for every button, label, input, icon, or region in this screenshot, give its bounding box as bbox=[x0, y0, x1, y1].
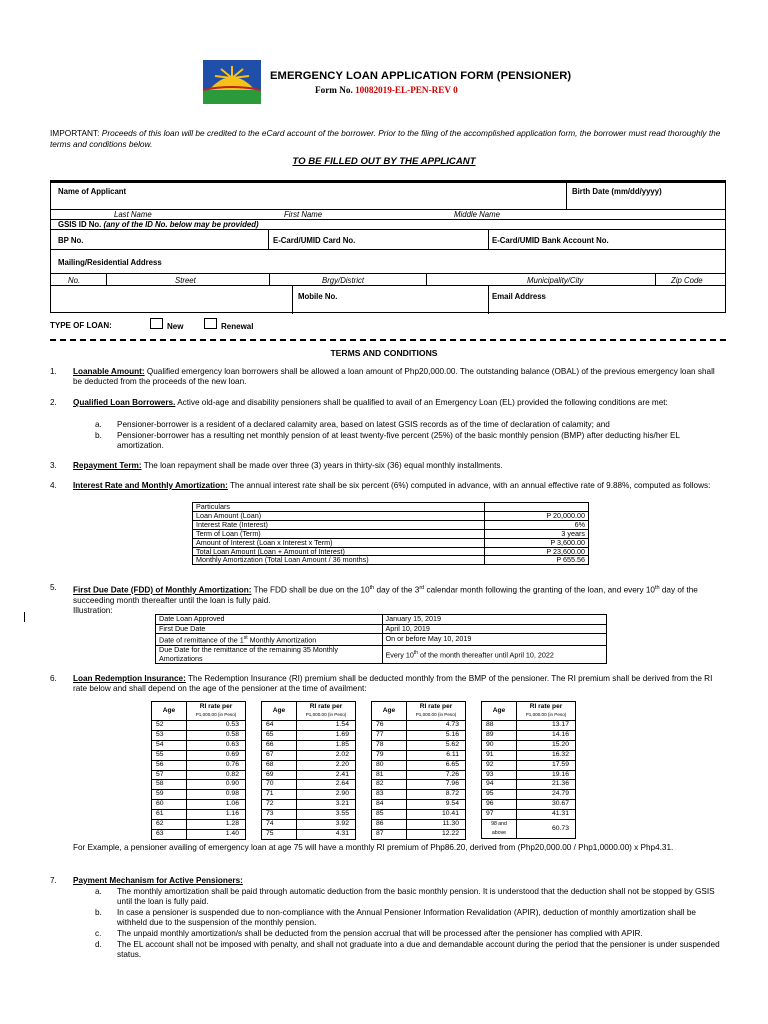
term-7c: The unpaid monthly amortization/s shall be deducted from the pension accrual that will be processed after the pensioner has complied with APIR. bbox=[117, 929, 643, 938]
table-row bbox=[152, 721, 246, 731]
ri-rate-cell: 2.20 bbox=[297, 760, 356, 770]
table-header-row bbox=[482, 702, 576, 721]
term-5: First Due Date (FDD) of Monthly Amortization: The FDD shall be due on the 10th day of the 3rd calendar month following the granting of the loan, and every 10th day of the succeeding month thereafter until the loan is fully paid. Illustration: bbox=[73, 585, 698, 616]
gsis-logo bbox=[203, 60, 261, 104]
table-row bbox=[262, 810, 356, 820]
table-row bbox=[156, 615, 607, 625]
table-row bbox=[262, 800, 356, 810]
first-name-label: First Name bbox=[284, 210, 323, 219]
ri-rate-cell: 0.53 bbox=[187, 721, 246, 731]
age-cell: 57 bbox=[152, 770, 187, 780]
table-row bbox=[372, 790, 466, 800]
table-header-row bbox=[262, 702, 356, 721]
age-cell: 58 bbox=[152, 780, 187, 790]
table-row bbox=[262, 740, 356, 750]
table-row bbox=[372, 760, 466, 770]
table-row bbox=[193, 511, 589, 520]
ri-rate-cell: 0.58 bbox=[187, 730, 246, 740]
email-address-label: Email Address bbox=[492, 292, 546, 301]
age-cell: 76 bbox=[372, 721, 407, 731]
term-2b-label: b. bbox=[95, 431, 102, 440]
ri-rate-header: RI rate per P1,000.00 (in Peso) bbox=[517, 702, 576, 721]
bp-no-label: BP No. bbox=[58, 236, 84, 245]
ri-rate-cell: 1.28 bbox=[187, 820, 246, 830]
applicant-form bbox=[50, 180, 726, 313]
age-cell: 75 bbox=[262, 829, 297, 839]
birth-date-label: Birth Date (mm/dd/yyyy) bbox=[572, 187, 662, 196]
table-row bbox=[152, 790, 246, 800]
term-7c-label: c. bbox=[95, 929, 102, 938]
ri-rate-cell: 6.11 bbox=[407, 750, 466, 760]
table-row bbox=[372, 770, 466, 780]
table-row bbox=[193, 538, 589, 547]
term-1: Loanable Amount: Qualified emergency loan borrowers shall be allowed a loan amount of Php20,000.00. The outstanding balance (OBAL) of the previous emergency loan shall be deducted from the proceeds of the new loan. bbox=[73, 367, 715, 387]
ri-rate-cell: 7.26 bbox=[407, 770, 466, 780]
table-row bbox=[372, 829, 466, 839]
age-cell: 54 bbox=[152, 740, 187, 750]
table-row bbox=[482, 721, 576, 731]
table-row bbox=[152, 770, 246, 780]
ri-rate-cell: 2.90 bbox=[297, 790, 356, 800]
table-row bbox=[372, 780, 466, 790]
table-header-row bbox=[372, 702, 466, 721]
age-cell: 98 and above bbox=[482, 820, 517, 839]
table-row bbox=[193, 529, 589, 538]
ri-rate-header: RI rate per P1,000.00 (in Peso) bbox=[187, 702, 246, 721]
ri-rate-header: RI rate per P1,000.00 (in Peso) bbox=[297, 702, 356, 721]
term-2b: Pensioner-borrower has a resulting net monthly pension of at least twenty-five percent (25%) of the basic monthly pension (BMP) after deducting his/her EL amortization. bbox=[117, 431, 680, 451]
table-row bbox=[482, 750, 576, 760]
ri-rate-cell: 3.21 bbox=[297, 800, 356, 810]
term-1-number: 1. bbox=[50, 367, 57, 376]
ri-rate-cell: 4.73 bbox=[407, 721, 466, 731]
amortization-table bbox=[192, 502, 589, 565]
table-row bbox=[482, 770, 576, 780]
type-of-loan-label: TYPE OF LOAN: bbox=[50, 321, 112, 330]
age-cell: 96 bbox=[482, 800, 517, 810]
ri-rate-header: RI rate per P1,000.00 (in Peso) bbox=[407, 702, 466, 721]
amort-label-cell: Term of Loan (Term) bbox=[193, 529, 485, 538]
ri-rate-cell: 0.90 bbox=[187, 780, 246, 790]
ri-rate-cell: 4.31 bbox=[297, 829, 356, 839]
ri-example: For Example, a pensioner availing of emergency loan at age 75 will have a monthly RI premium of Php86.20, derived from (Php20,000.00 / Php1,0000.00) x Php4.31. bbox=[73, 843, 674, 852]
renewal-loan-label: Renewal bbox=[221, 322, 254, 331]
table-row bbox=[482, 810, 576, 820]
table-row bbox=[156, 634, 607, 646]
amort-value-cell: P 23,600.00 bbox=[485, 547, 589, 556]
age-cell: 82 bbox=[372, 780, 407, 790]
ri-rate-cell: 1.54 bbox=[297, 721, 356, 731]
ri-rate-cell: 10.41 bbox=[407, 810, 466, 820]
age-cell: 74 bbox=[262, 820, 297, 830]
age-cell: 72 bbox=[262, 800, 297, 810]
age-cell: 87 bbox=[372, 829, 407, 839]
ri-rate-cell: 1.16 bbox=[187, 810, 246, 820]
amort-label-cell: Monthly Amortization (Total Loan Amount / 36 months) bbox=[193, 556, 485, 565]
term-7d-label: d. bbox=[95, 940, 102, 949]
table-row bbox=[372, 800, 466, 810]
ri-table bbox=[371, 701, 466, 840]
table-row bbox=[372, 730, 466, 740]
term-2a-label: a. bbox=[95, 420, 102, 429]
age-header: Age bbox=[372, 702, 407, 721]
ri-rate-cell: 2.41 bbox=[297, 770, 356, 780]
age-header: Age bbox=[262, 702, 297, 721]
illus-cell: January 15, 2019 bbox=[382, 615, 607, 625]
age-cell: 91 bbox=[482, 750, 517, 760]
illus-cell: April 10, 2019 bbox=[382, 624, 607, 634]
term-7-number: 7. bbox=[50, 876, 57, 885]
ri-rate-cell: 1.85 bbox=[297, 740, 356, 750]
amort-label-cell: Total Loan Amount (Loan + Amount of Interest) bbox=[193, 547, 485, 556]
table-row bbox=[152, 760, 246, 770]
address-zip-label: Zip Code bbox=[671, 276, 703, 285]
age-cell: 61 bbox=[152, 810, 187, 820]
table-row bbox=[482, 820, 576, 839]
ri-rate-cell: 1.06 bbox=[187, 800, 246, 810]
ri-rate-cell: 0.82 bbox=[187, 770, 246, 780]
ri-rate-cell: 0.69 bbox=[187, 750, 246, 760]
table-row bbox=[193, 520, 589, 529]
ri-rate-cell: 2.64 bbox=[297, 780, 356, 790]
ri-rate-cell: 30.67 bbox=[517, 800, 576, 810]
term-2-number: 2. bbox=[50, 398, 57, 407]
table-row bbox=[372, 750, 466, 760]
table-row bbox=[482, 800, 576, 810]
age-header: Age bbox=[482, 702, 517, 721]
text-cursor bbox=[24, 612, 25, 622]
ri-rate-cell: 7.96 bbox=[407, 780, 466, 790]
illus-cell: On or before May 10, 2019 bbox=[382, 634, 607, 646]
ri-rate-cell: 1.69 bbox=[297, 730, 356, 740]
table-row bbox=[156, 646, 607, 664]
age-cell: 79 bbox=[372, 750, 407, 760]
age-cell: 77 bbox=[372, 730, 407, 740]
table-row bbox=[152, 750, 246, 760]
type-of-loan bbox=[50, 321, 112, 330]
age-cell: 56 bbox=[152, 760, 187, 770]
illustration-table bbox=[155, 614, 607, 664]
form-number: Form No. 10082019-EL-PEN-REV 0 bbox=[315, 85, 458, 95]
amort-label-cell: Interest Rate (Interest) bbox=[193, 520, 485, 529]
term-7d: The EL account shall not be imposed with penalty, and shall not graduate into a due and demandable account during the period that the pensioner is under suspended status. bbox=[117, 940, 720, 960]
ri-rate-cell: 17.59 bbox=[517, 760, 576, 770]
illus-cell: Date Loan Approved bbox=[156, 615, 383, 625]
ri-rate-cell: 13.17 bbox=[517, 721, 576, 731]
ri-rate-cell: 5.62 bbox=[407, 740, 466, 750]
illus-cell: Every 10th of the month thereafter until April 10, 2022 bbox=[382, 646, 607, 664]
ri-table bbox=[481, 701, 576, 839]
ri-rate-cell: 3.55 bbox=[297, 810, 356, 820]
age-cell: 69 bbox=[262, 770, 297, 780]
age-cell: 85 bbox=[372, 810, 407, 820]
table-row bbox=[152, 800, 246, 810]
table-row bbox=[193, 556, 589, 565]
address-brgy-label: Brgy/District bbox=[322, 276, 365, 285]
age-cell: 95 bbox=[482, 790, 517, 800]
term-7a: The monthly amortization shall be paid through automatic deduction from the basic monthly pension. It is understood that the deduction shall not be stopped by GSIS until the loan is fully paid. bbox=[117, 887, 715, 907]
gsis-id-label: GSIS ID No. (any of the ID No. below may be provided) bbox=[58, 220, 259, 229]
term-7b: In case a pensioner is suspended due to non-compliance with the Annual Pensioner Information Revalidation (APIR), deduction of monthly amortization shall be withheld due to the suspension of the monthly pension. bbox=[117, 908, 696, 928]
amort-value-cell: P 20,000.00 bbox=[485, 511, 589, 520]
age-cell: 60 bbox=[152, 800, 187, 810]
ri-rate-cell: 0.63 bbox=[187, 740, 246, 750]
ri-rate-cell: 8.72 bbox=[407, 790, 466, 800]
table-row bbox=[482, 790, 576, 800]
amort-label-cell: Amount of Interest (Loan x Interest x Term) bbox=[193, 538, 485, 547]
ri-rate-cell: 12.22 bbox=[407, 829, 466, 839]
ri-rate-cell: 5.16 bbox=[407, 730, 466, 740]
amort-value-cell: P 655.56 bbox=[485, 556, 589, 565]
ri-rate-cell: 60.73 bbox=[517, 820, 576, 839]
mailing-address-label: Mailing/Residential Address bbox=[58, 258, 162, 267]
ri-rate-cell: 6.65 bbox=[407, 760, 466, 770]
table-row bbox=[152, 810, 246, 820]
term-5-number: 5. bbox=[50, 583, 57, 592]
terms-heading: TERMS AND CONDITIONS bbox=[330, 348, 438, 358]
table-row bbox=[262, 780, 356, 790]
table-row bbox=[156, 624, 607, 634]
term-7a-label: a. bbox=[95, 887, 102, 896]
table-row bbox=[152, 730, 246, 740]
table-row bbox=[372, 810, 466, 820]
age-cell: 80 bbox=[372, 760, 407, 770]
table-row bbox=[372, 721, 466, 731]
age-cell: 78 bbox=[372, 740, 407, 750]
ri-rate-cell: 3.92 bbox=[297, 820, 356, 830]
illus-cell: Due Date for the remittance of the remaining 35 Monthly Amortizations bbox=[156, 646, 383, 664]
new-loan-checkbox[interactable] bbox=[150, 318, 163, 329]
table-row bbox=[482, 760, 576, 770]
ri-rate-cell: 16.32 bbox=[517, 750, 576, 760]
table-row bbox=[152, 740, 246, 750]
age-cell: 92 bbox=[482, 760, 517, 770]
term-2: Qualified Loan Borrowers. Active old-age and disability pensioners shall be qualified to avail of an Emergency Loan (EL) provided the following conditions are met: bbox=[73, 398, 668, 407]
table-row bbox=[152, 820, 246, 830]
table-row bbox=[262, 770, 356, 780]
age-cell: 84 bbox=[372, 800, 407, 810]
amort-value-cell: 3 years bbox=[485, 529, 589, 538]
term-3: Repayment Term: The loan repayment shall be made over three (3) years in thirty-six (36) equal monthly installments. bbox=[73, 461, 503, 470]
name-of-applicant-label: Name of Applicant bbox=[58, 187, 127, 196]
age-cell: 89 bbox=[482, 730, 517, 740]
dashed-divider bbox=[50, 339, 726, 341]
table-row bbox=[152, 829, 246, 839]
ri-rate-cell: 9.54 bbox=[407, 800, 466, 810]
age-cell: 67 bbox=[262, 750, 297, 760]
ri-table bbox=[261, 701, 356, 840]
term-6: Loan Redemption Insurance: The Redemption Insurance (RI) premium shall be deducted monthly from the BMP of the pensioner. The RI premium shall be derived from the RI rate below and shall depend on the age of the pensioner at the time of availment: bbox=[73, 674, 713, 694]
ri-rate-cell: 0.76 bbox=[187, 760, 246, 770]
section-heading-applicant: TO BE FILLED OUT BY THE APPLICANT bbox=[292, 156, 476, 167]
illus-cell: First Due Date bbox=[156, 624, 383, 634]
last-name-label: Last Name bbox=[114, 210, 152, 219]
renewal-loan-checkbox[interactable] bbox=[204, 318, 217, 329]
middle-name-label: Middle Name bbox=[454, 210, 500, 219]
age-cell: 71 bbox=[262, 790, 297, 800]
table-row bbox=[482, 730, 576, 740]
table-row bbox=[372, 820, 466, 830]
term-3-number: 3. bbox=[50, 461, 57, 470]
age-cell: 94 bbox=[482, 780, 517, 790]
amort-label-cell: Loan Amount (Loan) bbox=[193, 511, 485, 520]
ri-rate-cell: 11.30 bbox=[407, 820, 466, 830]
age-cell: 88 bbox=[482, 721, 517, 731]
amort-value-cell: P 3,600.00 bbox=[485, 538, 589, 547]
age-cell: 62 bbox=[152, 820, 187, 830]
table-row bbox=[262, 829, 356, 839]
table-row bbox=[152, 780, 246, 790]
table-row bbox=[262, 760, 356, 770]
term-4: Interest Rate and Monthly Amortization: The annual interest rate shall be six percent (6%) computed in advance, with an annual effective rate of 9.88%, computed as follows: bbox=[73, 481, 711, 490]
term-4-number: 4. bbox=[50, 481, 57, 490]
ri-rate-cell: 15.20 bbox=[517, 740, 576, 750]
age-cell: 52 bbox=[152, 721, 187, 731]
address-municipality-label: Municipality/City bbox=[527, 276, 584, 285]
ri-table bbox=[151, 701, 246, 840]
name-of-applicant-field[interactable] bbox=[58, 195, 563, 208]
age-cell: 86 bbox=[372, 820, 407, 830]
amort-value-cell: 6% bbox=[485, 520, 589, 529]
age-cell: 66 bbox=[262, 740, 297, 750]
age-cell: 73 bbox=[262, 810, 297, 820]
table-row bbox=[482, 740, 576, 750]
ecard-umid-label: E-Card/UMID Card No. bbox=[273, 236, 356, 245]
table-row bbox=[262, 820, 356, 830]
ri-rate-cell: 24.79 bbox=[517, 790, 576, 800]
term-6-number: 6. bbox=[50, 674, 57, 683]
ri-rate-cell: 2.02 bbox=[297, 750, 356, 760]
age-cell: 93 bbox=[482, 770, 517, 780]
age-cell: 65 bbox=[262, 730, 297, 740]
term-7b-label: b. bbox=[95, 908, 102, 917]
ri-rate-cell: 0.98 bbox=[187, 790, 246, 800]
age-cell: 68 bbox=[262, 760, 297, 770]
important-note: IMPORTANT: Proceeds of this loan will be credited to the eCard account of the borrower. Prior to the filing of the accomplished application form, the borrower must read thoroughly the terms and conditions below. bbox=[50, 128, 721, 149]
age-cell: 64 bbox=[262, 721, 297, 731]
term-2a: Pensioner-borrower is a resident of a declared calamity area, based on latest GSIS records as of the time of declaration of calamity; and bbox=[117, 420, 610, 429]
address-street-label: Street bbox=[175, 276, 196, 285]
form-title: EMERGENCY LOAN APPLICATION FORM (PENSIONER) bbox=[270, 70, 572, 82]
age-cell: 70 bbox=[262, 780, 297, 790]
table-row bbox=[262, 750, 356, 760]
ri-rate-cell: 19.16 bbox=[517, 770, 576, 780]
age-cell: 90 bbox=[482, 740, 517, 750]
new-loan-label: New bbox=[167, 322, 184, 331]
illus-cell: Date of remittance of the 1st Monthly Amortization bbox=[156, 634, 383, 646]
age-cell: 97 bbox=[482, 810, 517, 820]
age-cell: 81 bbox=[372, 770, 407, 780]
table-row bbox=[262, 730, 356, 740]
age-cell: 53 bbox=[152, 730, 187, 740]
table-row bbox=[262, 721, 356, 731]
ri-rate-cell: 41.31 bbox=[517, 810, 576, 820]
term-7: Payment Mechanism for Active Pensioners: bbox=[73, 876, 243, 885]
table-row bbox=[372, 740, 466, 750]
mobile-no-label: Mobile No. bbox=[298, 292, 338, 301]
table-row bbox=[262, 790, 356, 800]
age-header: Age bbox=[152, 702, 187, 721]
table-header-row bbox=[152, 702, 246, 721]
birth-date-field[interactable] bbox=[571, 195, 721, 208]
address-no-label: No. bbox=[68, 276, 81, 285]
ri-rate-cell: 21.36 bbox=[517, 780, 576, 790]
amort-label-cell: Particulars bbox=[193, 503, 485, 512]
age-cell: 55 bbox=[152, 750, 187, 760]
ecard-bank-account-label: E-Card/UMID Bank Account No. bbox=[492, 236, 609, 245]
age-cell: 63 bbox=[152, 829, 187, 839]
ri-rate-cell: 14.16 bbox=[517, 730, 576, 740]
ri-rate-cell: 1.40 bbox=[187, 829, 246, 839]
table-row bbox=[482, 780, 576, 790]
age-cell: 59 bbox=[152, 790, 187, 800]
age-cell: 83 bbox=[372, 790, 407, 800]
